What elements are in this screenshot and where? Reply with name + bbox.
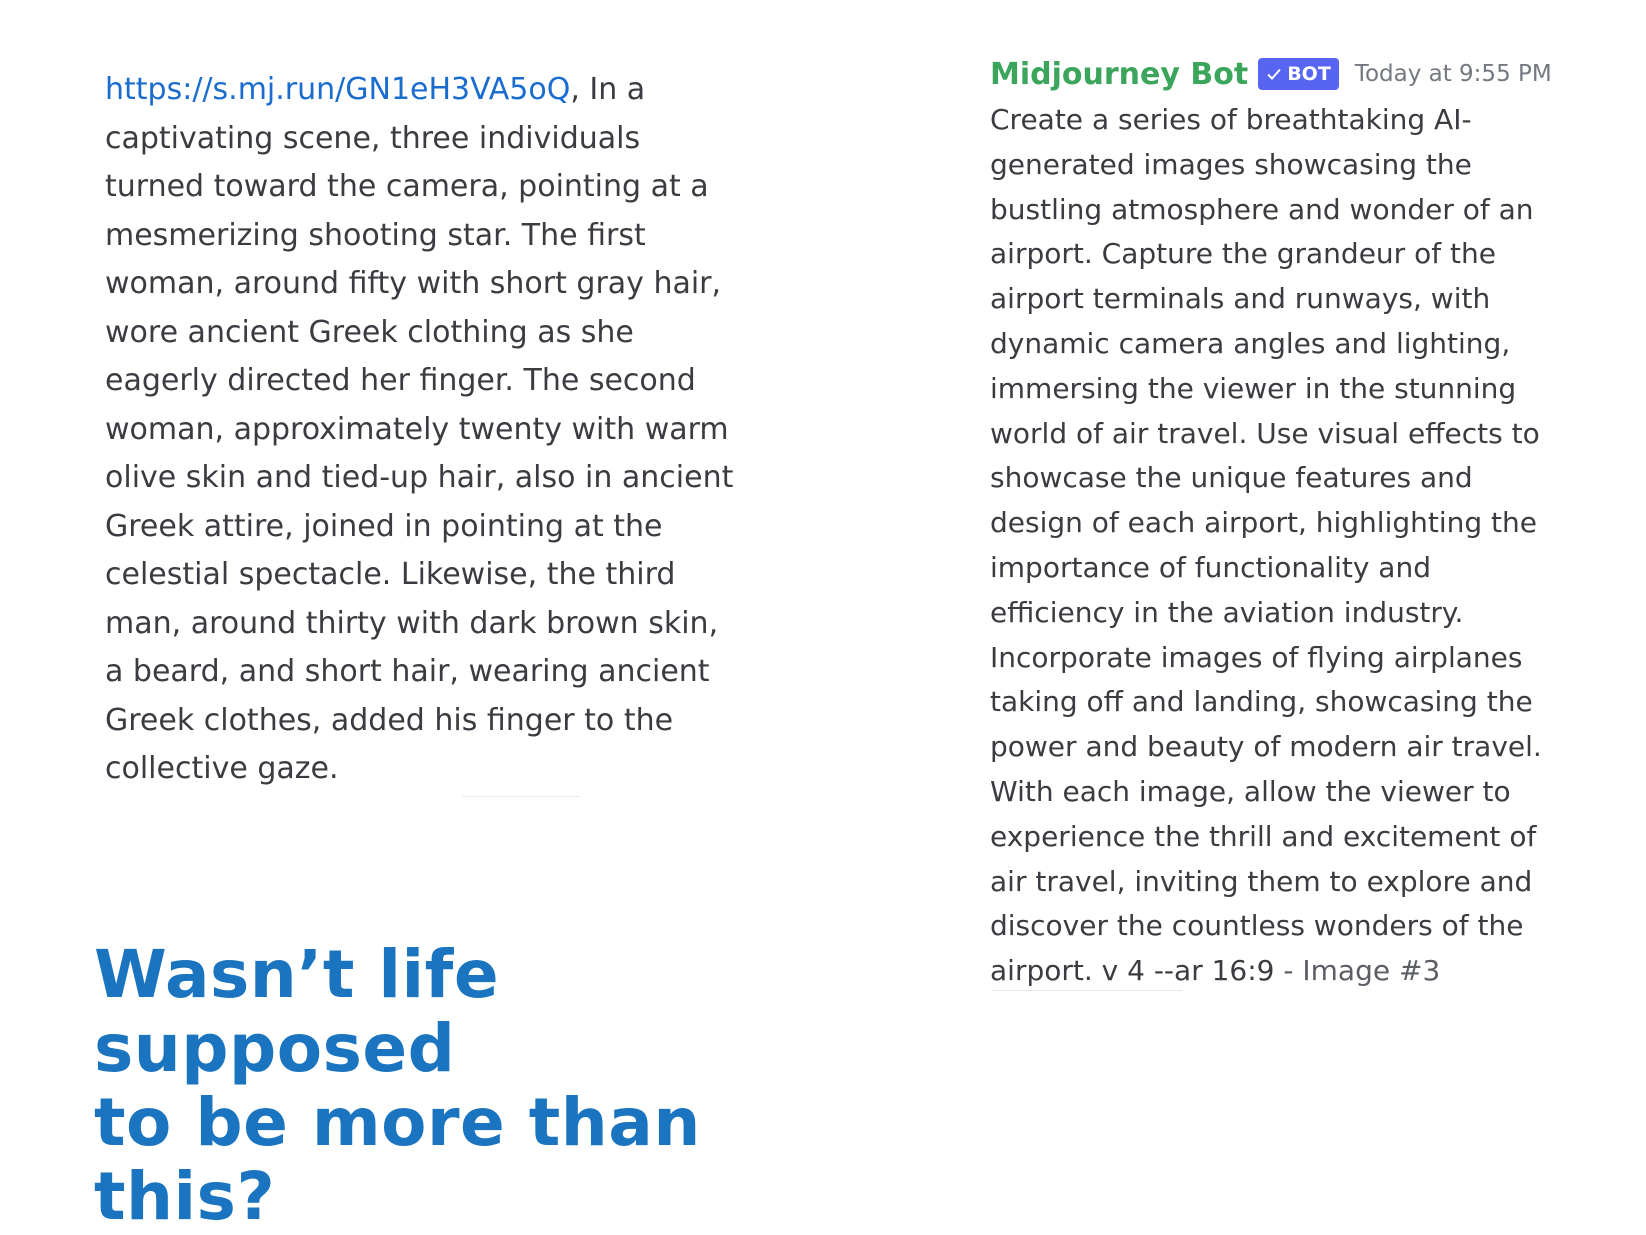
message-body xyxy=(990,98,1550,994)
headline-line-2: to be more than this? xyxy=(94,1084,701,1235)
image-number: - Image #3 xyxy=(1274,954,1441,988)
message-timestamp: Today at 9:55 PM xyxy=(1354,61,1552,87)
message-text: Create a series of breathtaking AI-generated images showcasing the bustling atmosphere and wonder of an airport. Capture the grandeur of the airport terminals and runways, with dynamic camera angles and lighting, immersing the viewer in the stunning world of air travel. Use visual effects to showcase the unique features and design of each airport, highlighting the importance of functionality and efficiency in the aviation industry. Incorporate images of flying airplanes taking off and landing, showcasing the power and beauty of modern air travel. With each image, allow the viewer to experience the thrill and excitement of air travel, inviting them to explore and discover the countless wonders of the airport. v 4 --ar 16:9 xyxy=(990,103,1542,988)
divider xyxy=(462,796,580,797)
prompt-link[interactable]: https://s.mj.run/GN1eH3VA5oQ xyxy=(105,72,571,107)
prompt-text-block xyxy=(105,66,745,794)
bot-badge xyxy=(1258,58,1339,90)
author-name[interactable]: Midjourney Bot xyxy=(990,56,1249,92)
prompt-text: , In a captivating scene, three individuals turned toward the camera, pointing at a mesmerizing shooting star. The first woman, around fifty with short gray hair, wore ancient Greek clothing as she eagerly directed her finger. The second woman, approximately twenty with warm olive skin and tied-up hair, also in ancient Greek attire, joined in pointing at the celestial spectacle. Likewise, the third man, around thirty with dark brown skin, a beard, and short hair, wearing ancient Greek clothes, added his finger to the collective gaze. xyxy=(105,72,734,786)
bot-message xyxy=(990,48,1550,994)
divider xyxy=(992,990,1182,991)
bot-badge-label: BOT xyxy=(1287,63,1331,85)
checkmark-icon xyxy=(1266,66,1282,82)
headline xyxy=(94,938,794,1234)
headline-line-1: Wasn’t life supposed xyxy=(94,936,500,1087)
message-header xyxy=(990,48,1550,100)
